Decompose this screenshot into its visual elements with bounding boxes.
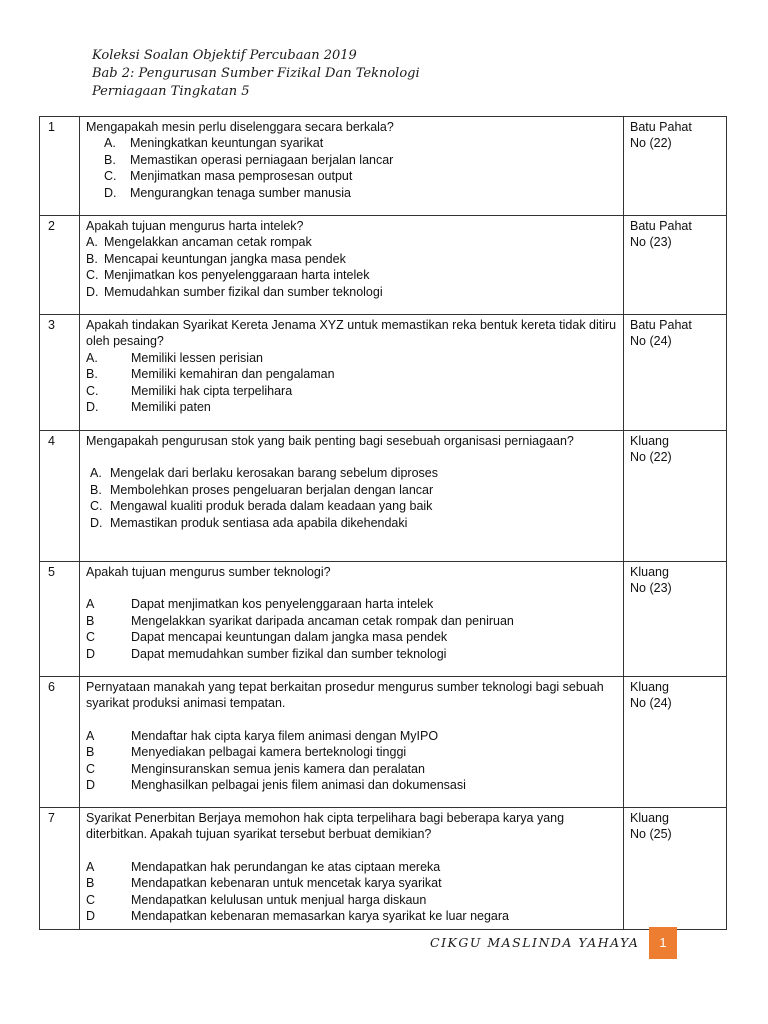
option-b: B. Memastikan operasi perniagaan berjalan lancar — [104, 152, 394, 167]
option-list — [86, 135, 618, 201]
header-chapter-title: Bab 2: Pengurusan Sumber Fizikal Dan Teknologi — [92, 66, 420, 81]
question-row — [40, 562, 727, 677]
question-body — [80, 431, 624, 562]
source-number: No (22) — [630, 450, 672, 465]
question-row — [40, 117, 727, 216]
question-row — [40, 431, 727, 562]
question-body — [80, 315, 624, 431]
question-stem: Apakah tujuan mengurus sumber teknologi? — [86, 565, 331, 579]
option-a: A. Mengelakkan ancaman cetak rompak — [86, 235, 312, 250]
question-body — [80, 562, 624, 677]
question-source — [624, 808, 727, 930]
option-d: D Mendapatkan kebenaran memasarkan karya syarikat ke luar negara — [86, 909, 509, 924]
source-place: Batu Pahat — [630, 318, 692, 332]
option-d: D Menghasilkan pelbagai jenis filem animasi dan dokumensasi — [86, 778, 466, 793]
option-c: C Menginsuranskan semua jenis kamera dan peralatan — [86, 761, 425, 776]
question-source — [624, 216, 727, 315]
question-number: 7 — [40, 808, 80, 930]
source-place: Kluang — [630, 680, 669, 694]
question-row — [40, 677, 727, 808]
question-number: 6 — [40, 677, 80, 808]
option-d: D. Memudahkan sumber fizikal dan sumber teknologi — [86, 284, 383, 299]
option-a: A Dapat menjimatkan kos penyelenggaraan harta intelek — [86, 597, 434, 612]
question-number: 5 — [40, 562, 80, 677]
source-number: No (24) — [630, 696, 672, 711]
page-number-badge: 1 — [649, 927, 677, 959]
question-number: 1 — [40, 117, 80, 216]
question-row — [40, 315, 727, 431]
source-place: Batu Pahat — [630, 219, 692, 233]
header-subject-level: Perniagaan Tingkatan 5 — [92, 84, 250, 99]
question-source — [624, 315, 727, 431]
question-number: 2 — [40, 216, 80, 315]
question-source — [624, 562, 727, 677]
question-source — [624, 677, 727, 808]
option-c: C Mendapatkan kelulusan untuk menjual harga diskaun — [86, 892, 427, 907]
option-c: C. Menjimatkan kos penyelenggaraan harta intelek — [86, 268, 370, 283]
source-number: No (23) — [630, 235, 672, 250]
option-list — [86, 859, 618, 925]
question-body — [80, 216, 624, 315]
option-list — [86, 465, 618, 531]
source-place: Batu Pahat — [630, 120, 692, 134]
header-collection-title: Koleksi Soalan Objektif Percubaan 2019 — [92, 48, 357, 63]
option-c: C. Mengawal kualiti produk berada dalam keadaan yang baik — [90, 499, 433, 514]
option-d: D. Memiliki paten — [86, 400, 211, 415]
source-place: Kluang — [630, 565, 669, 579]
option-list — [86, 234, 618, 300]
question-body — [80, 117, 624, 216]
option-a: A. Meningkatkan keuntungan syarikat — [104, 136, 324, 151]
option-list — [86, 350, 618, 416]
option-d: D. Memastikan produk sentiasa ada apabila dikehendaki — [90, 515, 408, 530]
option-c: C. Menjimatkan masa pemprosesan output — [104, 169, 353, 184]
option-d: D. Mengurangkan tenaga sumber manusia — [104, 185, 351, 200]
source-place: Kluang — [630, 811, 669, 825]
question-number: 4 — [40, 431, 80, 562]
source-number: No (24) — [630, 334, 672, 349]
question-body — [80, 808, 624, 930]
option-c: C. Memiliki hak cipta terpelihara — [86, 383, 293, 398]
source-place: Kluang — [630, 434, 669, 448]
option-b: B. Memiliki kemahiran dan pengalaman — [86, 367, 335, 382]
option-b: B Mendapatkan kebenaran untuk mencetak karya syarikat — [86, 876, 442, 891]
option-b: B. Membolehkan proses pengeluaran berjalan dengan lancar — [90, 482, 434, 497]
option-b: B Menyediakan pelbagai kamera berteknologi tinggi — [86, 745, 407, 760]
footer-author: CIKGU MASLINDA YAHAYA — [430, 935, 640, 950]
question-source — [624, 117, 727, 216]
question-stem: Apakah tujuan mengurus harta intelek? — [86, 219, 304, 233]
question-stem: Pernyataan manakah yang tepat berkaitan prosedur mengurus sumber teknologi bagi sebuah syarikat produksi animasi tempatan. — [86, 680, 604, 711]
question-number: 3 — [40, 315, 80, 431]
question-row — [40, 216, 727, 315]
option-list — [86, 596, 618, 662]
option-c: C Dapat mencapai keuntungan dalam jangka masa pendek — [86, 630, 448, 645]
question-stem: Syarikat Penerbitan Berjaya memohon hak cipta terpelihara bagi beberapa karya yang diterbitkan. Apakah tujuan syarikat tersebut berbuat demikian? — [86, 811, 565, 842]
document-header — [92, 47, 592, 101]
question-stem: Mengapakah mesin perlu diselenggara secara berkala? — [86, 120, 394, 134]
source-number: No (23) — [630, 581, 672, 596]
question-row — [40, 808, 727, 930]
option-a: A Mendapatkan hak perundangan ke atas ciptaan mereka — [86, 859, 441, 874]
source-number: No (22) — [630, 136, 672, 151]
option-a: A Mendaftar hak cipta karya filem animasi dengan MyIPO — [86, 728, 439, 743]
source-number: No (25) — [630, 827, 672, 842]
option-a: A. Mengelak dari berlaku kerosakan barang sebelum diproses — [90, 466, 438, 481]
question-body — [80, 677, 624, 808]
option-a: A. Memiliki lessen perisian — [86, 350, 263, 365]
question-stem: Apakah tindakan Syarikat Kereta Jenama XYZ untuk memastikan reka bentuk kereta tidak ditiru oleh pesaing? — [86, 318, 617, 349]
question-table — [39, 116, 727, 930]
question-source — [624, 431, 727, 562]
question-stem: Mengapakah pengurusan stok yang baik penting bagi sesebuah organisasi perniagaan? — [86, 434, 574, 448]
option-b: B. Mencapai keuntungan jangka masa pendek — [86, 251, 346, 266]
option-list — [86, 728, 618, 794]
option-d: D Dapat memudahkan sumber fizikal dan sumber teknologi — [86, 646, 447, 661]
option-b: B Mengelakkan syarikat daripada ancaman cetak rompak dan peniruan — [86, 613, 514, 628]
